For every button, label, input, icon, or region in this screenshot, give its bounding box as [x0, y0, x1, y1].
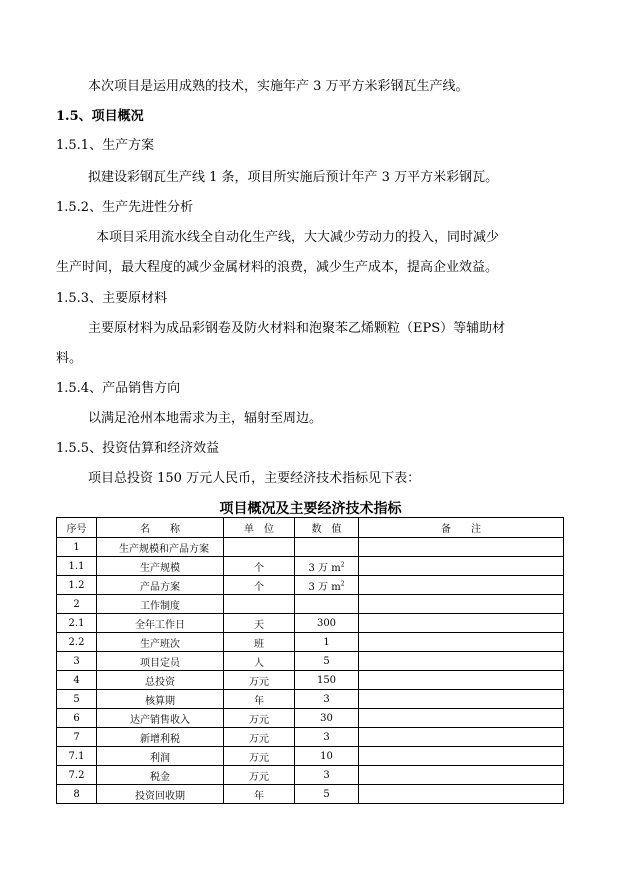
cell-no: 3 [57, 652, 97, 671]
table-row [57, 633, 564, 652]
cell-note [359, 766, 564, 785]
cell-note [359, 671, 564, 690]
cell-unit: 个 [224, 576, 295, 595]
table-row [57, 671, 564, 690]
paragraph-1-5-4: 以满足沧州本地需求为主，辐射至周边。 [88, 411, 323, 426]
table-row [57, 690, 564, 709]
intro-paragraph: 本次项目是运用成熟的技术，实施年产 3 万平方米彩钢瓦生产线。 [88, 79, 469, 94]
cell-value: 1 [295, 633, 359, 652]
cell-unit: 班 [224, 633, 295, 652]
cell-unit: 人 [224, 652, 295, 671]
cell-note [359, 614, 564, 633]
cell-unit: 年 [224, 785, 295, 804]
table-row [57, 652, 564, 671]
cell-note [359, 728, 564, 747]
cell-name: 利润 [97, 747, 224, 766]
cell-name: 核算期 [97, 690, 224, 709]
cell-name: 达产销售收入 [97, 709, 224, 728]
cell-no: 1.2 [57, 576, 97, 595]
cell-no: 6 [57, 709, 97, 728]
cell-no: 7.1 [57, 747, 97, 766]
header-no: 序号 [57, 518, 97, 538]
cell-no: 2 [57, 595, 97, 614]
header-note: 备 注 [359, 518, 564, 538]
paragraph-1-5-2-line1: 本项目采用流水线全自动化生产线，大大减少劳动力的投入，同时减少 [96, 230, 500, 245]
table-row [57, 557, 564, 576]
paragraph-1-5-5: 项目总投资 150 万元人民币，主要经济技术指标见下表： [88, 471, 421, 486]
table-row [57, 595, 564, 614]
unit-superscript: 2 [340, 580, 345, 588]
cell-unit: 天 [224, 614, 295, 633]
cell-name: 工作制度 [97, 595, 224, 614]
cell-note [359, 652, 564, 671]
table-header-row [57, 518, 564, 538]
cell-unit: 万元 [224, 671, 295, 690]
cell-note [359, 595, 564, 614]
cell-note [359, 633, 564, 652]
table-row [57, 728, 564, 747]
cell-no: 2.2 [57, 633, 97, 652]
cell-note [359, 709, 564, 728]
cell-unit: 万元 [224, 728, 295, 747]
header-value: 数 值 [295, 518, 359, 538]
cell-name: 新增利税 [97, 728, 224, 747]
cell-unit: 万元 [224, 709, 295, 728]
cell-no: 4 [57, 671, 97, 690]
cell-unit [224, 538, 295, 557]
cell-value: 5 [295, 785, 359, 804]
cell-name: 生产规模 [97, 557, 224, 576]
table-row [57, 614, 564, 633]
cell-value: 30 [295, 709, 359, 728]
cell-note [359, 690, 564, 709]
cell-value: 3 [295, 728, 359, 747]
cell-value: 300 [295, 614, 359, 633]
cell-name: 投资回收期 [97, 785, 224, 804]
table-row [57, 747, 564, 766]
paragraph-1-5-3-line1: 主要原材料为成品彩钢卷及防火材料和泡聚苯乙烯颗粒（EPS）等辅助材 [88, 321, 506, 336]
table-title: 项目概况及主要经济技术指标 [219, 501, 402, 517]
table-row [57, 785, 564, 804]
cell-name: 生产规模和产品方案 [97, 538, 224, 557]
cell-no: 5 [57, 690, 97, 709]
unit-superscript: 2 [340, 561, 345, 569]
cell-name: 产品方案 [97, 576, 224, 595]
section-heading-1-5-5: 1.5.5、投资估算和经济效益 [56, 441, 220, 456]
cell-note [359, 576, 564, 595]
table-row [57, 576, 564, 595]
cell-value: 10 [295, 747, 359, 766]
table-row [57, 709, 564, 728]
table-row [57, 766, 564, 785]
cell-no: 7 [57, 728, 97, 747]
cell-no: 1.1 [57, 557, 97, 576]
cell-value [295, 595, 359, 614]
cell-note [359, 557, 564, 576]
cell-unit: 年 [224, 690, 295, 709]
cell-unit: 万元 [224, 747, 295, 766]
cell-value [295, 538, 359, 557]
cell-note [359, 538, 564, 557]
cell-no: 2.1 [57, 614, 97, 633]
cell-unit: 万元 [224, 766, 295, 785]
section-heading-1-5: 1.5、项目概况 [56, 109, 144, 124]
indicators-table [56, 517, 564, 804]
cell-value: 3 万 $m^2$ [295, 557, 359, 576]
cell-name: 全年工作日 [97, 614, 224, 633]
cell-name: 税金 [97, 766, 224, 785]
cell-no: 1 [57, 538, 97, 557]
section-heading-1-5-4: 1.5.4、产品销售方向 [56, 381, 181, 396]
cell-name: 生产班次 [97, 633, 224, 652]
cell-value: 150 [295, 671, 359, 690]
cell-unit: 个 [224, 557, 295, 576]
paragraph-1-5-3-line2: 料。 [56, 351, 83, 366]
section-heading-1-5-2: 1.5.2、生产先进性分析 [56, 200, 194, 215]
table-row [57, 538, 564, 557]
cell-note [359, 785, 564, 804]
paragraph-1-5-2-line2: 生产时间，最大程度的减少金属材料的浪费，减少生产成本，提高企业效益。 [56, 260, 499, 275]
cell-value: 3 [295, 690, 359, 709]
header-name: 名 称 [97, 518, 224, 538]
cell-note [359, 747, 564, 766]
header-unit: 单 位 [224, 518, 295, 538]
paragraph-1-5-1: 拟建设彩钢瓦生产线 1 条，项目所实施后预计年产 3 万平方米彩钢瓦。 [88, 170, 499, 185]
cell-value: 3 万 $m^2$ [295, 576, 359, 595]
cell-unit [224, 595, 295, 614]
cell-name: 项目定员 [97, 652, 224, 671]
cell-value: 3 [295, 766, 359, 785]
section-heading-1-5-1: 1.5.1、生产方案 [56, 138, 155, 153]
cell-no: 8 [57, 785, 97, 804]
cell-value: 5 [295, 652, 359, 671]
cell-no: 7.2 [57, 766, 97, 785]
section-heading-1-5-3: 1.5.3、主要原材料 [56, 291, 168, 306]
cell-name: 总投资 [97, 671, 224, 690]
